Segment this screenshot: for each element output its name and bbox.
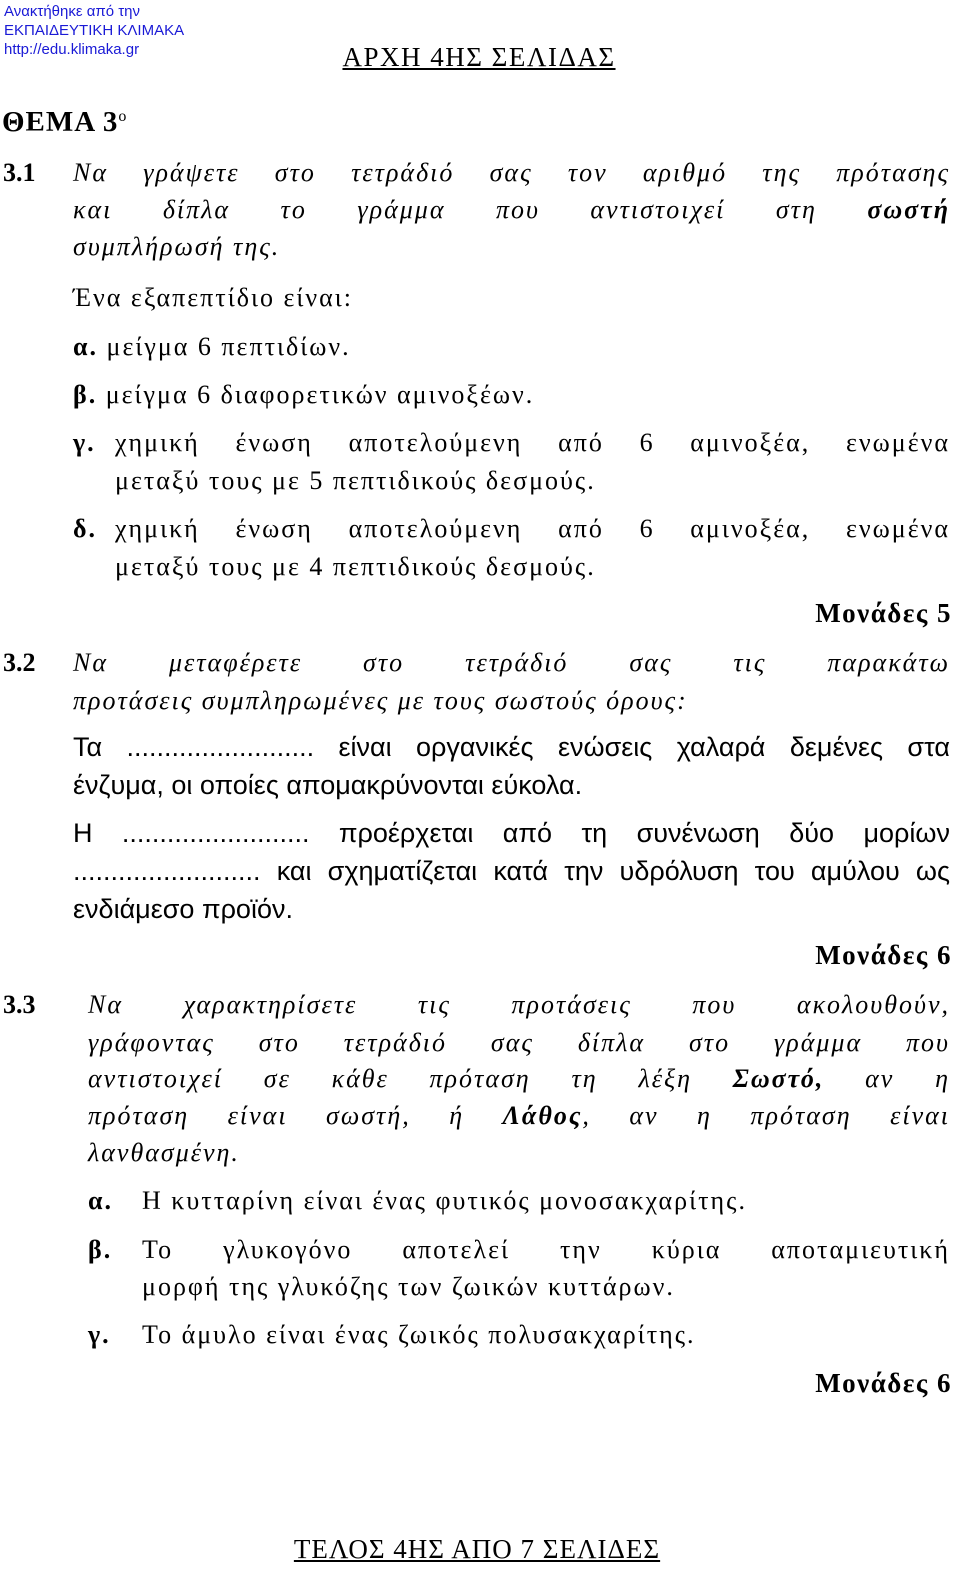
- q31-option-b: β. μείγμα 6 διαφορετικών αμινοξέων.: [73, 380, 535, 409]
- q32-sentence-2-line-2: ......................... και σχηματίζεται κατά την υδρόλυση του αμύλου ως: [73, 856, 950, 886]
- q31-option-c-letter: γ.: [73, 428, 96, 457]
- q31-stem: Ένα εξαπεπτίδιο είναι:: [73, 283, 353, 312]
- q33-item-b-line-2: μορφή της γλυκόζης των ζωικών κυττάρων.: [142, 1272, 675, 1301]
- watermark-line-2: ΕΚΠΑΙΔΕΥΤΙΚΗ ΚΛΙΜΑΚΑ: [4, 22, 185, 39]
- q32-sentence-2-line-1: Η ......................... προέρχεται από τη συνένωση δύο μορίων: [73, 818, 950, 848]
- q32-line-1: Να μεταφέρετε στο τετράδιό σας τις παρακάτω: [73, 648, 950, 677]
- q33-line-3: αντιστοιχεί σε κάθε πρόταση τη λέξη Σωστό, αν η: [88, 1064, 950, 1093]
- q31-option-d-line-2: μεταξύ τους με 4 πεπτιδικούς δεσμούς.: [115, 552, 596, 581]
- q31-option-a: α. μείγμα 6 πεπτιδίων.: [73, 332, 351, 361]
- question-number-3-1: 3.1: [3, 158, 36, 187]
- q32-sentence-1-line-1: Τα ......................... είναι οργανικές ενώσεις χαλαρά δεμένες στα: [73, 732, 950, 762]
- q31-line-1: Να γράψετε στο τετράδιό σας τον αριθμό της πρότασης: [73, 158, 950, 187]
- q32-sentence-1-line-2: ένζυμα, οι οποίες απομακρύνονται εύκολα.: [73, 770, 583, 800]
- q33-item-c-text: Το άμυλο είναι ένας ζωικός πολυσακχαρίτης.: [142, 1320, 696, 1349]
- q33-line-2: γράφοντας στο τετράδιό σας δίπλα στο γράμμα που: [88, 1028, 950, 1057]
- theme-title: ΘΕΜΑ $3^o$: [2, 106, 128, 138]
- q31-option-c-line-2: μεταξύ τους με 5 πεπτιδικούς δεσμούς.: [115, 466, 596, 495]
- q32-units: Μονάδες 6: [815, 940, 952, 970]
- q33-item-a-letter: α.: [88, 1186, 114, 1215]
- watermark-line-1: Ανακτήθηκε από την: [4, 3, 141, 20]
- q33-line-4: πρόταση είναι σωστή, ή Λάθος, αν η πρόταση είναι: [88, 1101, 950, 1130]
- watermark-link[interactable]: http://edu.klimaka.gr: [4, 41, 140, 58]
- q33-item-c-letter: γ.: [88, 1320, 111, 1349]
- q32-line-2: προτάσεις συμπληρωμένες με τους σωστούς όρους:: [73, 686, 688, 715]
- q33-item-b-letter: β.: [88, 1235, 113, 1264]
- q33-line-1: Να χαρακτηρίσετε τις προτάσεις που ακολουθούν,: [88, 990, 950, 1019]
- q31-option-c-line-1: χημική ένωση αποτελούμενη από 6 αμινοξέα, ενωμένα: [115, 428, 950, 457]
- page-header: ΑΡΧΗ 4ΗΣ ΣΕΛΙΔΑΣ: [342, 42, 616, 72]
- q31-line-2: και δίπλα το γράμμα που αντιστοιχεί στη σωστή: [73, 195, 950, 224]
- q33-units: Μονάδες 6: [815, 1368, 952, 1398]
- q33-item-a-text: Η κυτταρίνη είναι ένας φυτικός μονοσακχαρίτης.: [142, 1186, 747, 1215]
- question-number-3-3: 3.3: [3, 990, 36, 1019]
- q33-item-b-line-1: Το γλυκογόνο αποτελεί την κύρια αποταμιευτική: [142, 1235, 950, 1264]
- question-number-3-2: 3.2: [3, 648, 36, 677]
- page-footer: ΤΕΛΟΣ 4ΗΣ ΑΠΟ 7 ΣΕΛΙΔΕΣ: [293, 1534, 661, 1564]
- q31-units: Μονάδες 5: [815, 598, 952, 628]
- q31-option-d-line-1: χημική ένωση αποτελούμενη από 6 αμινοξέα, ενωμένα: [115, 514, 950, 543]
- q32-sentence-2-line-3: ενδιάμεσο προϊόν.: [73, 894, 293, 924]
- q31-option-d-letter: δ.: [73, 514, 97, 543]
- q33-line-5: λανθασμένη.: [88, 1138, 240, 1167]
- q31-line-3: συμπλήρωσή της.: [73, 232, 281, 261]
